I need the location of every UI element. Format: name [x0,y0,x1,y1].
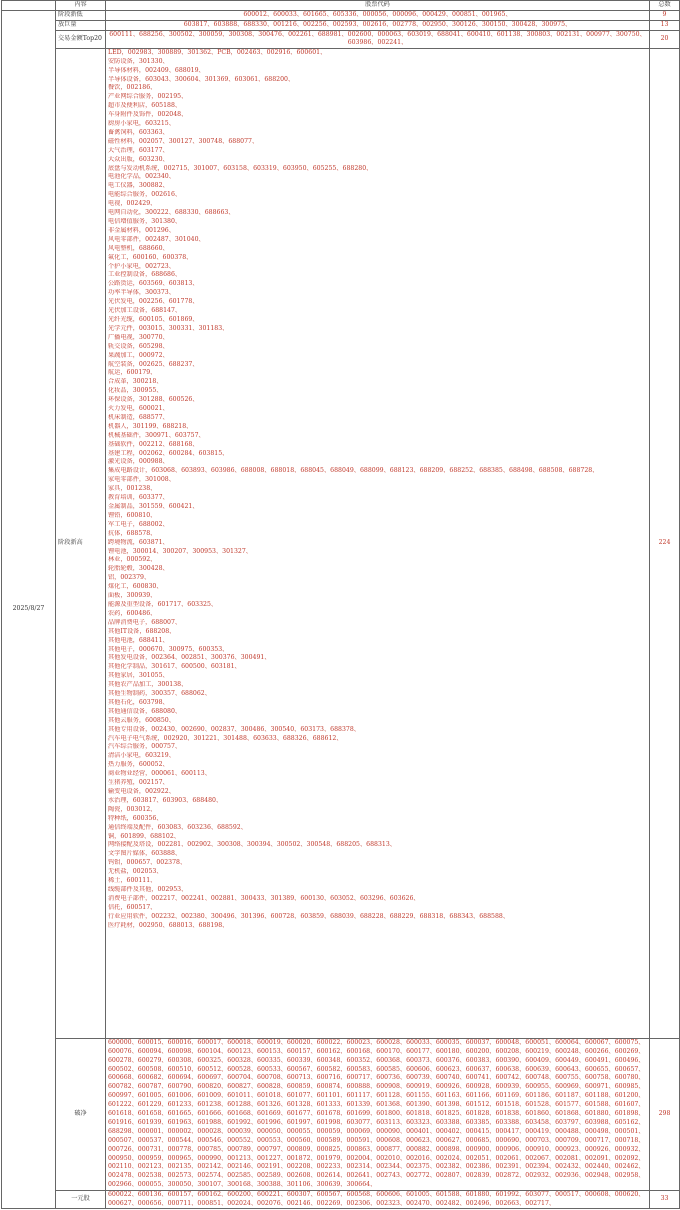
stage-high-line: 轨交设备，605298、 [108,342,169,350]
row-huge-volume [2,20,680,30]
codes-stage-low: 600012、600033、601665、605336、000056、000096、000429、000851、001965、 [106,10,650,20]
stage-high-line: 产业网综合服务，002195、 [108,93,188,101]
stage-high-line: 工业控制设备，688686、 [108,271,182,279]
stage-high-line: 厨房小家电，603215、 [108,120,175,128]
stage-high-line: 火力发电，600021、 [108,405,169,413]
stage-high-line: 抗体，688578、 [108,529,157,537]
stage-high-line: 光纤光缆，600105、601869、 [108,315,199,323]
stage-high-line: 基建工程，002062、600284、603815、 [108,449,229,457]
stage-high-line: 医疗耗材，002950、688013、688198、 [108,921,229,929]
row-one-yuan [2,1191,680,1209]
stage-high-line: 其他家居，301055、 [108,672,169,680]
stage-high-line: 电信增值服务，301380、 [108,218,182,225]
header-row [2,1,680,11]
stage-high-line: 电能综合服务，002616、 [108,191,182,199]
stage-high-line: 陶瓷，003012、 [108,805,157,813]
stage-high-line: 其他云服务，600850、 [108,716,175,724]
stage-high-line: 磁性材料，002057、300127、300748、688077、 [108,137,259,145]
header-date [2,1,56,11]
stage-high-line: 底盘与发动机系统，002715、301007、603158、603319、603950、605255、688280、 [108,164,373,172]
stage-high-line: 锂铅，600810、 [108,511,157,519]
codes-top20: 600111、688256、300502、300059、300308、300476、002261、688981、002600、000063、603019、688041、600410、601138、300803、002131、000977、300750、603986、002241、 [106,30,650,48]
stage-high-line: 能源及重型设备，601717、603325、 [108,600,218,608]
stage-high-line: 半导体设备，603043、300604、301369、603061、688200、 [108,75,295,83]
stage-high-line: 军工电子，688002、 [108,520,169,528]
stage-high-line: 风电零部件，002487、301040、 [108,235,205,243]
codes-one-yuan: 600022、600136、600157、600162、600200、600221、600307、600567、600568、600606、601005、601588、601880、601992、603077、000517、000608、000620、000627、000656、000711、000851、002024、002076、002146、002269、002306、002323、002470、002482、002496、002663、002717、 [106,1191,650,1209]
stage-high-line: 广播电视，300770、 [108,333,169,341]
type-one-yuan: 一元股 [56,1191,106,1209]
type-below-book: 破净 [56,1038,106,1190]
stage-high-line: 航运，600179、 [108,369,157,377]
stage-high-line: 电视，002429、 [108,200,157,208]
row-top20 [2,30,680,48]
stage-high-line: 畜禽饲料，603363、 [108,128,169,136]
stage-high-line: 个护小家电，002723、 [108,262,175,270]
stage-high-line: 汽车电子电气系统，002920、301221、301488、603633、688326、688612、 [108,734,343,742]
stage-high-line: 非金属材料，001296、 [108,226,175,234]
count-stage-high: 224 [650,48,680,1038]
count-one-yuan: 33 [650,1191,680,1209]
stage-high-line: 消费电子部件，002217、002241、002881、300433、301389、600130、603052、603296、603626、 [108,894,420,902]
count-stage-low: 9 [650,10,680,20]
stage-high-line: 林业，000592、 [108,556,157,564]
stage-high-line: 激光设备，000988、 [108,458,169,466]
stage-high-line: 家电零部件，301008、 [108,476,175,484]
stage-high-line: 其他IT设备，688208、 [108,627,176,635]
stage-high-line: 公路货运，603569、603813、 [108,280,199,288]
stage-high-line: 跨境物流，603871、 [108,538,169,546]
stage-high-line: 合成革，300218、 [108,378,163,386]
stage-high-line: 钨钼，000657、002378、 [108,859,187,867]
stage-high-line: 风电整机，688660、 [108,244,169,252]
stage-high-line: 机器人，301199、688218、 [108,422,193,430]
stage-high-line: 电网自动化，300222、688330、688663、 [108,209,235,217]
stage-high-line: 大气治理，603177、 [108,146,169,154]
stage-high-line: 其他电子，000670、300975、600353、 [108,645,229,653]
stage-high-line: 稀土，600111、 [108,877,157,885]
stage-high-line: 煤化工，600830、 [108,583,163,591]
stage-high-line: 品牌消费电子，688007、 [108,618,182,626]
stage-high-line: 轮胎轮毂，300428、 [108,565,169,573]
stage-high-line: 其他农产品加工，300138、 [108,681,188,689]
stage-high-line: 水治理，603817、603903、688480、 [108,796,223,804]
count-huge-volume: 13 [650,20,680,30]
header-content: 内容 [56,1,106,11]
stage-high-line: 特种纸，600356、 [108,814,163,822]
stage-high-line: 氟化工，600160、600378、 [108,253,193,261]
stage-high-line: 农药，600486、 [108,609,157,617]
stage-high-line: 车身附件及饰件，002048、 [108,111,188,119]
type-stage-low: 阶段新低 [56,10,106,20]
stage-high-line: 光伏加工设备，688147、 [108,307,182,315]
stage-high-line: 热力服务，600052、 [108,761,169,769]
stage-high-line: 家具，001238、 [108,485,157,493]
date-cell: 2025/8/27 [2,10,56,1209]
stock-table [1,0,680,1209]
type-top20: 交易金额Top20 [56,30,106,48]
stage-high-line: 无机盐，002053、 [108,868,163,876]
codes-huge-volume: 603817、603888、688330、001216、002256、002593、002616、002778、002950、300126、300150、300428、300975、 [106,20,650,30]
stage-high-line: 汽车综合服务，000757、 [108,743,182,751]
stage-high-line: 教育培训，603377、 [108,494,169,502]
stage-high-line: 商业物业经营，000061、600113、 [108,770,211,778]
stage-high-line: 文字图片媒体，603888、 [108,850,182,858]
stage-high-line: 电工仪器，300882、 [108,182,169,190]
stage-high-line: 化妆品，300955、 [108,387,163,395]
stage-high-line: 锂电池，300014、300207、300953、301327、 [108,547,252,555]
stage-high-line: 其他通信设备，688080、 [108,707,182,715]
type-stage-high: 阶段新高 [56,48,106,1038]
stage-high-line: 通信终端及配件，603083、603236、688592、 [108,823,247,831]
stage-high-line: 光学元件，003015、300331、301183、 [108,324,229,332]
stage-high-line: 行业应用软件，002232、002380、300496、301396、600728、603859、688039、688228、688229、688318、688343、688588、 [108,912,510,920]
count-top20: 20 [650,30,680,48]
stage-high-line: 铝，002379、 [108,574,151,582]
header-count: 总数 [650,1,680,11]
stage-high-line: 其他发电设备，002364、002851、300376、300491、 [108,654,271,662]
stage-high-line: 其他生物制药，300357、688062、 [108,690,211,698]
stage-high-line: 输变电设备，002922、 [108,788,175,795]
stage-high-line: 生猪养殖，002157、 [108,779,169,787]
stage-high-line: 安防设备，301330、 [108,57,169,65]
stage-high-line: 清洁小家电，603219、 [108,752,175,760]
stage-high-line: 功率半导体，300373、 [108,289,175,297]
stage-high-line: 基础软件，002212、688168、 [108,440,199,448]
stage-high-line: 铜，601899、688102、 [108,832,180,840]
stage-high-line: 果蔬加工，000972、 [108,351,169,359]
stage-high-line: 金属制品，301559、600421、 [108,503,199,510]
stage-high-line: 网络接配及塔设，002281、002902、300308、300394、300502、300548、688205、688313、 [108,841,396,849]
stage-high-line: 超市及便利店，605188、 [108,102,182,110]
stage-high-line: 其他化学制品，301617、600500、603181、 [108,663,241,671]
stage-high-line: 环保设备，301288、600526、 [108,396,199,404]
stage-high-line: 其他专用设备，002430、002690、002837、300486、300540、603173、688378、 [108,725,360,733]
stage-high-line: 大众出版，603230、 [108,155,169,163]
stage-high-line: 机床制造，688577、 [108,413,169,421]
stage-high-line: 面板，300939、 [108,592,157,600]
header-codes: 股票代码 [106,1,650,11]
stage-high-line: 线缆部件及其他，002953、 [108,885,188,893]
type-huge-volume: 放巨量 [56,20,106,30]
count-below-book: 298 [650,1038,680,1190]
codes-stage-high [106,48,650,1038]
codes-below-book: 600000、600015、600016、600017、600018、600019、600020、600022、600023、600028、600033、600035、600037、600048、600051、600064、600067、600075、600076、600094、600098、600104、600123、600153、600157、600162、600168、600170、600177、600180、600200、600208、600219、600248、600266、600269、600278、600279、600308、600325、600328、600335、600339、600348、600352、600368、600373、600376、600383、600390、600409、600449、600491、600496、600502、600508、600510、600512、600528、600533、600567、600582、600583、600585、600606、600623、600637、600638、600639、600643、600655、600657、600668、600682、600694、600697、600704、600708、600713、600716、600717、600736、600739、600740、600741、600742、600748、600755、600758、600780、600782、600787、600790、600820、600827、600828、600859、600874、600888、600908、600919、600926、600928、600939、600955、600969、600971、600985、600997、601005、601006、601009、601011、601018、601077、601101、601117、601128、601155、601163、601166、601169、601186、601187、601188、601200、601222、601229、601233、601238、601288、601326、601328、601333、601339、601368、601390、601398、601512、601518、601528、601577、601588、601607、601618、601658、601665、601666、601668、601669、601677、601678、601699、601800、601818、601825、601828、601838、601860、601868、601880、601898、601916、601939、601963、601988、601992、601996、601997、601998、603077、603113、603323、603388、603385、603388、603458、603797、603988、605162、688298、000001、000002、000028、000039、000050、000055、000059、000069、000090、000401、000402、000415、000417、000419、000488、000498、000501、000507、000537、000544、000546、000552、000553、000560、000589、000591、000608、000623、000627、000685、000690、000703、000709、000717、000718、000726、000731、000778、000785、000789、000797、000809、000825、000863、000877、000882、000898、000900、000906、000910、000923、000926、000932、000950、000959、000965、000990、001213、001227、001872、001979、002004、002010、002016、002024、002051、002061、002067、002081、002091、002092、002110、002123、002135、002142、002146、002191、002208、002233、002314、002344、002375、002382、002386、002391、002394、002432、002440、002462、002478、002538、002573、002574、002585、002589、002608、002614、002641、002743、002772、002807、002839、002872、002932、002936、002948、002958、002966、000055、300050、300107、300168、300388、301106、300639、300664、 [106,1038,650,1190]
stage-high-line: 航空装备，002625、688237、 [108,360,199,368]
row-stage-high [2,48,680,1038]
row-below-book [2,1038,680,1190]
stage-high-line: 电池化学品，002340、 [108,173,175,181]
stage-high-line: 餐饮，002186、 [108,84,157,92]
stage-high-line: 其他石化，603798、 [108,698,169,706]
stage-high-line: LED，002983、300889、301362、PCB，002463、002916、600601、 [108,48,327,56]
stage-high-line: 集成电路设计，603068、603893、603986、688008、688018、688045、688049、688099、688123、688209、688252、688385、688498、688508、688728、 [108,467,599,475]
stage-high-line: 其他电池，688411、 [108,636,169,644]
stage-high-line: 光伏发电，002256、601778、 [108,298,199,306]
row-stage-low [2,10,680,20]
stage-high-line: 半导体材料，002409、688019、 [108,66,205,74]
stage-high-line: 机械基础件，300971、603757、 [108,431,205,439]
stage-high-line: 信托，600517、 [108,903,157,911]
